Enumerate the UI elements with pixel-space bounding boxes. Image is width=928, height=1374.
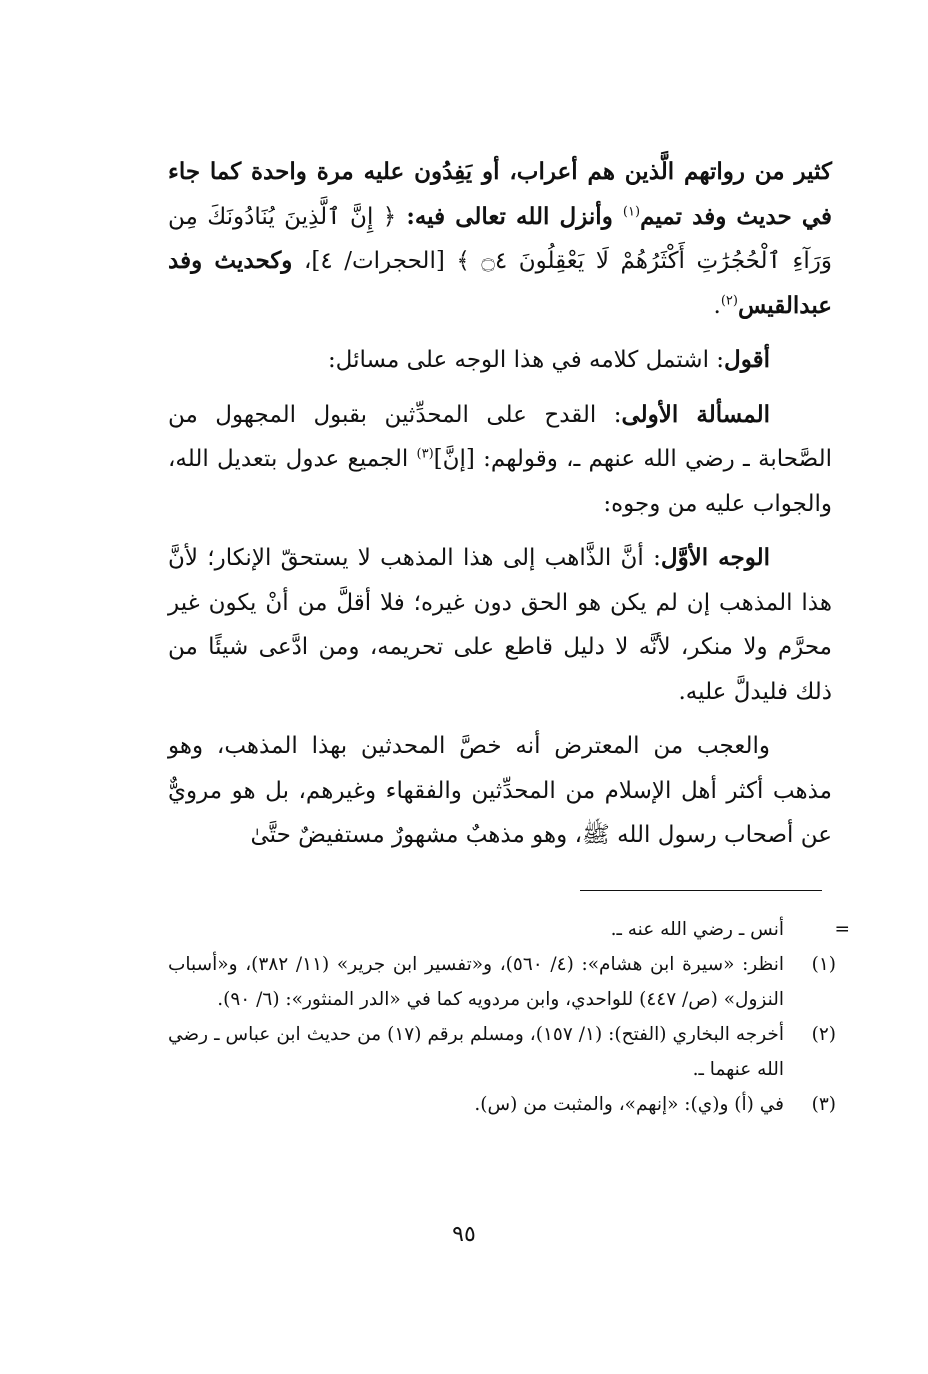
footnote-text: أخرجه البخاري (الفتح): (١/ ١٥٧)، ومسلم برقم (١٧) من حديث ابن عباس ـ رضي الله عنهما ـ.	[168, 1024, 784, 1080]
text-run: والعجب من المعترض أنه خصَّ المحدثين بهذا المذهب، وهو مذهب أكثر أهل الإسلام من المحدِّثين والفقهاء وغيرهم، بل هو مرويٌّ عن أصحاب رسول الله ﷺ، وهو مذهبٌ مشهورٌ مستفيضٌ حتَّىٰ	[168, 733, 832, 848]
text-run: وكحديث وفد عبدالقيس	[168, 247, 832, 319]
footnote-continuation-text: أنس ـ رضي الله عنه ـ.	[610, 919, 784, 940]
paragraph	[168, 338, 832, 383]
paragraph	[168, 536, 832, 714]
text-run: كثير من رواتهم الَّذين هم أعراب، أو يَفِدُون عليه مرة واحدة كما جاء في حديث وفد تميم	[168, 158, 832, 230]
text-run: : القدح على المحدِّثين بقبول المجهول من الصَّحابة ـ رضي الله عنهم ـ، وقولهم: [إنَّ]	[168, 401, 832, 472]
footnote-list	[168, 947, 836, 1122]
page-number: ٩٥	[452, 1222, 476, 1247]
text-run: الوجه الأوَّل	[660, 544, 770, 571]
main-text	[168, 150, 832, 868]
text-run: المسألة الأولى	[621, 400, 770, 428]
footnote-separator	[580, 890, 822, 891]
footnote-ref[interactable]: (٣)	[416, 446, 434, 462]
footnote-number: (١)	[811, 954, 836, 975]
text-run: ﴿ إِنَّ ٱلَّذِينَ يُنَادُونَكَ مِن وَرَآءِ ٱلْحُجُرَٰتِ أَكْثَرُهُمْ لَا يَعْقِلُونَ ۝٤ ﴾	[168, 203, 832, 274]
text-run: الجميع عدول بتعديل الله، والجواب عليه من وجوه:	[168, 446, 832, 517]
text-run: [الحجرات/ ٤]،	[292, 248, 457, 274]
text-run: أقول	[724, 346, 770, 373]
continuation-mark: =	[834, 919, 850, 940]
footnote-text: في (أ) و(ي): «إنهم»، والمثبت من (س).	[474, 1094, 784, 1115]
footnote-ref[interactable]: (٢)	[720, 292, 738, 308]
paragraph	[168, 150, 832, 328]
text-run: : أنَّ الذَّاهب إلى هذا المذهب لا يستحقّ الإنكار؛ لأنَّ هذا المذهب إن لم يكن هو الحق دون غيره؛ فلا أقلَّ من أنْ يكون غير محرَّم ولا منكر، لأنَّه لا دليل قاطع على تحريمه، ومن ادَّعى شيئًا من ذلك فليدلَّ عليه.	[168, 545, 832, 705]
footnote	[168, 1017, 836, 1087]
footnote	[168, 947, 836, 1017]
text-run: : اشتمل كلامه في هذا الوجه على مسائل:	[327, 347, 725, 373]
footnote-continuation	[168, 912, 850, 947]
footnote-ref[interactable]: (١)	[622, 203, 641, 219]
footnote-number: (٢)	[811, 1024, 836, 1045]
footnote-text: انظر: «سيرة ابن هشام»: (٤/ ٥٦٠)، و«تفسير ابن جرير» (١١/ ٣٨٢)، و«أسباب النزول» (ص/ ٤٤٧) للواحدي، وابن مردويه كما في «الدر المنثور»: (٦/ ٩٠).	[168, 954, 784, 1010]
footnote-number: (٣)	[811, 1094, 836, 1115]
paragraph	[168, 393, 832, 527]
text-run: .	[713, 292, 721, 319]
paragraph	[168, 724, 832, 858]
text-run: وأنزل الله تعالى فيه:	[396, 202, 623, 230]
footnotes	[168, 912, 850, 1122]
footnote	[168, 1087, 836, 1122]
